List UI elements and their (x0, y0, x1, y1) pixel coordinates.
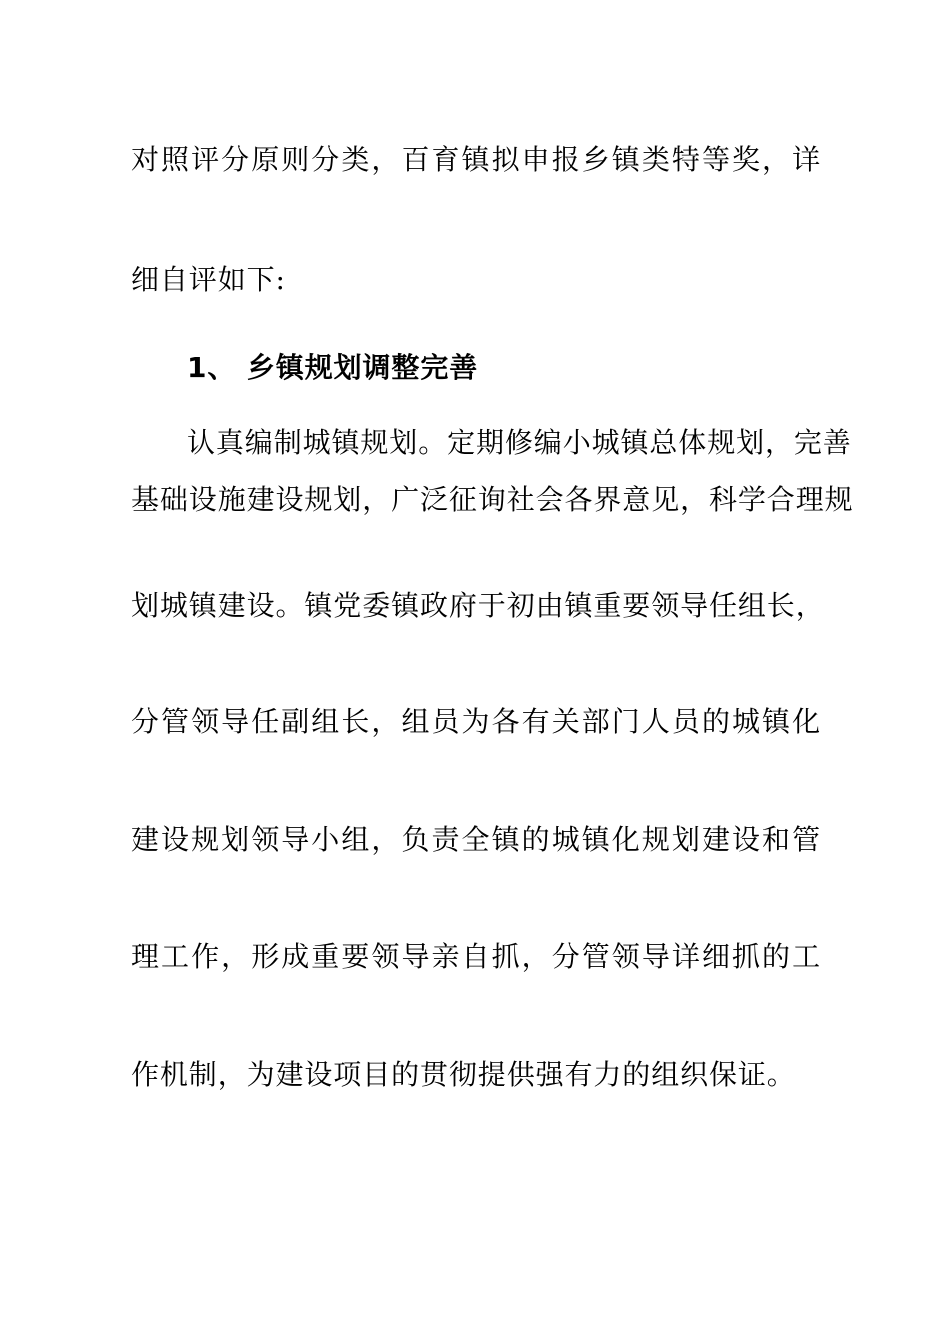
body-line-6: 理工作，形成重要领导亲自抓，分管领导详细抓的工 (131, 940, 821, 973)
body-line-7: 作机制，为建设项目的贯彻提供强有力的组织保证。 (131, 1058, 796, 1091)
body-line-3: 划城镇建设。镇党委镇政府于初由镇重要领导任组长， (131, 589, 825, 622)
body-line-2: 基础设施建设规划，广泛征询社会各界意见，科学合理规 (131, 483, 854, 516)
section-heading: 1、 乡镇规划调整完善 (187, 351, 479, 384)
body-line-1: 认真编制城镇规划。定期修编小城镇总体规划，完善 (187, 426, 852, 459)
intro-line-1: 对照评分原则分类，百育镇拟申报乡镇类特等奖，详 (131, 143, 821, 176)
intro-line-2: 细自评如下: (131, 263, 286, 296)
body-line-5: 建设规划领导小组，负责全镇的城镇化规划建设和管 (131, 823, 821, 856)
body-line-4: 分管领导任副组长，组员为各有关部门人员的城镇化 (131, 705, 821, 738)
